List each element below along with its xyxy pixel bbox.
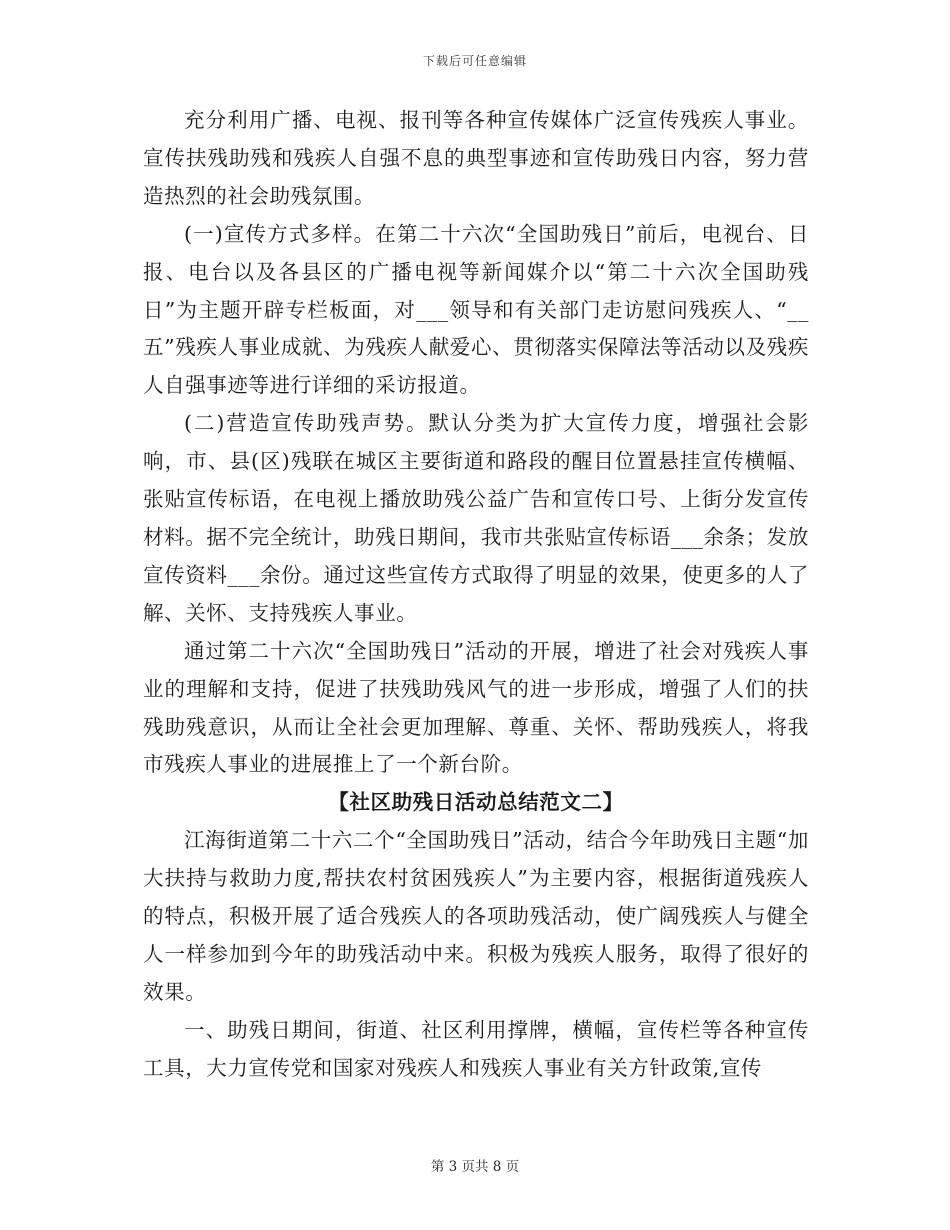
paragraph-summary: 通过第二十六次“全国助残日”活动的开展，增进了社会对残疾人事业的理解和支持，促进了扶残助残风气的进一步形成，增强了人们的扶残助残意识，从而让全社会更加理解、尊重、关怀、帮助残疾人，将我市残疾人事业的进展推上了一个新台阶。 <box>143 638 809 777</box>
paragraph-publicity-momentum: (二)营造宣传助残声势。默认分类为扩大宣传力度，增强社会影响，市、县(区)残联在城区主要街道和路段的醒目位置悬挂宣传横幅、张贴宣传标语，在电视上播放助残公益广告和宣传口号、上街分发宣传材料。据不完全统计，助残日期间，我市共张贴宣传标语___余条；发放宣传资料___余份。通过这些宣传方式取得了明显的效果，使更多的人了解、关怀、支持残疾人事业。 <box>143 411 809 625</box>
page-header-note: 下载后可任意编辑 <box>422 54 527 68</box>
paragraph-publicity-methods: (一)宣传方式多样。在第二十六次“全国助残日”前后，电视台、日报、电台以及各县区的广播电视等新闻媒介以“第二十六次全国助残日”为主题开辟专栏板面，对___领导和有关部门走访慰问残疾人、“__五”残疾人事业成就、为残疾人献爱心、贯彻落实保障法等活动以及残疾人自强事迹等进行详细的采访报道。 <box>143 221 809 398</box>
paragraph-jianghai-intro: 江海街道第二十六二个“全国助残日”活动，结合今年助残日主题“加大扶持与救助力度,帮扶农村贫困残疾人”为主要内容，根据街道残疾人的特点，积极开展了适合残疾人的各项助残活动，使广阔残疾人与健全人一样参加到今年的助残活动中来。积极为残疾人服务，取得了很好的效果。 <box>143 828 809 1004</box>
paragraph-publicity-intro: 充分利用广播、电视、报刊等各种宣传媒体广泛宣传残疾人事业。宣传扶残助残和残疾人自强不息的典型事迹和宣传助残日内容，努力营造热烈的社会助残氛围。 <box>143 108 809 208</box>
page-footer-number: 第 3 页共 8 页 <box>430 1159 520 1175</box>
document-body <box>143 102 809 1088</box>
paragraph-item-one: 一、助残日期间，街道、社区利用撑牌，横幅，宣传栏等各种宣传工具，大力宣传党和国家对残疾人和残疾人事业有关方针政策,宣传 <box>143 1017 809 1080</box>
section-title: 【社区助残日活动总结范文二】 <box>328 790 624 815</box>
